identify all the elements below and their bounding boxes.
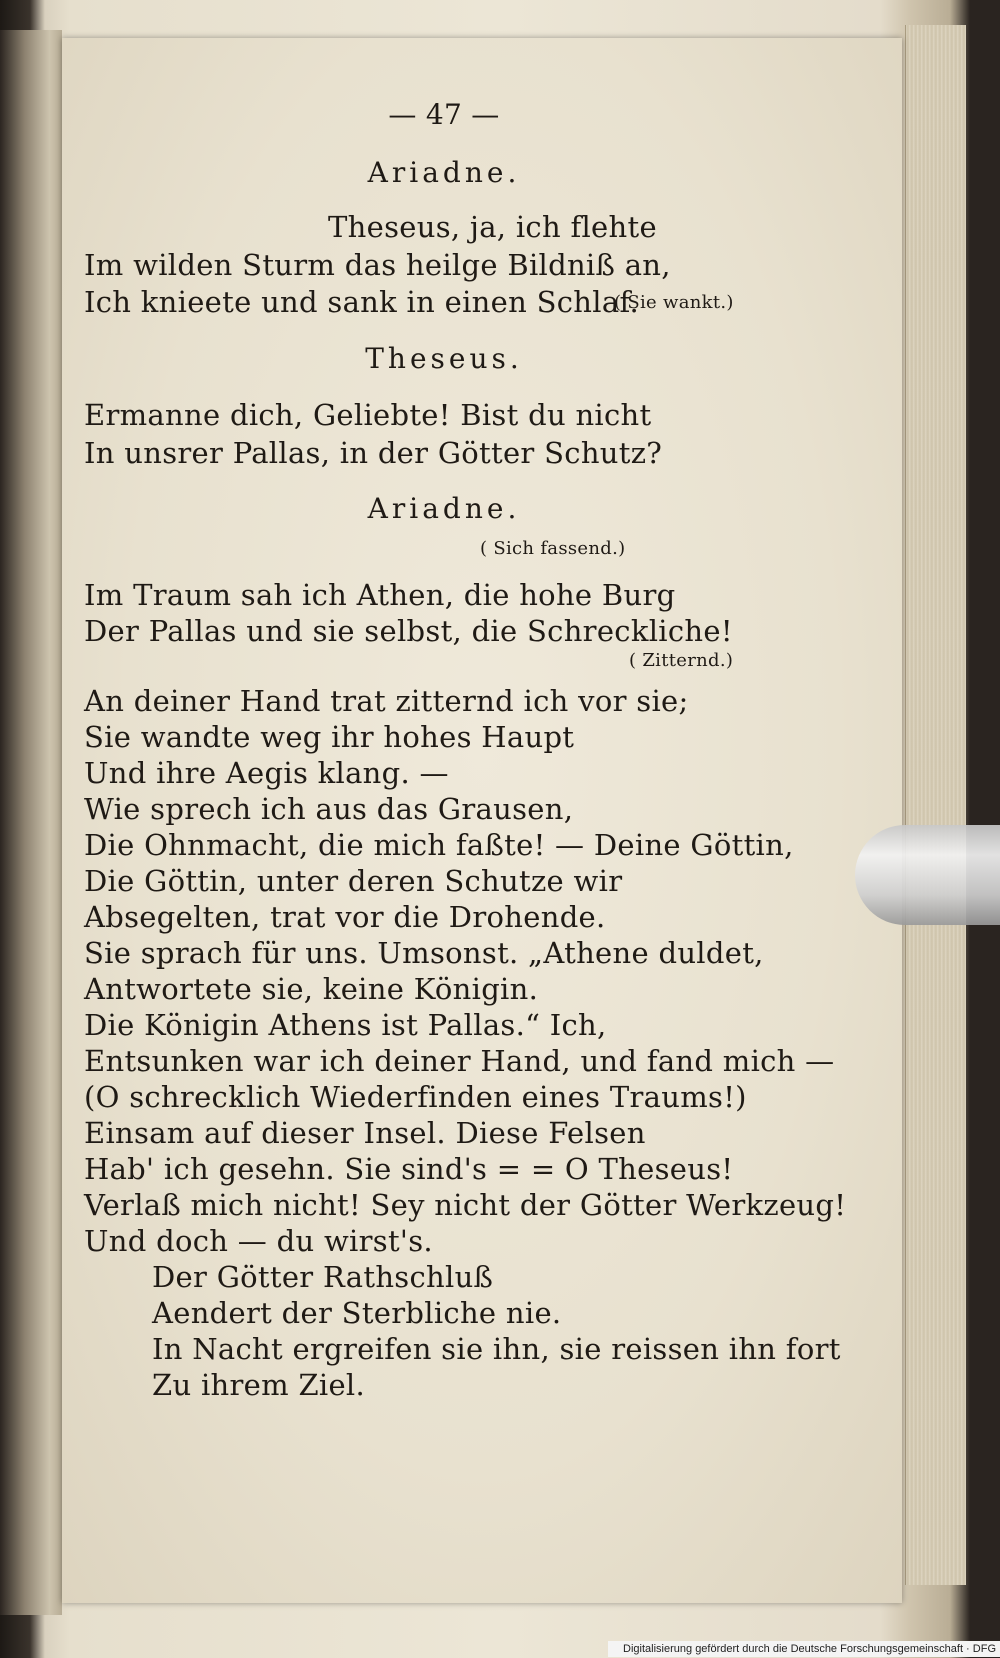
verse-line: Ermanne dich, Geliebte! Bist du nicht <box>84 398 652 432</box>
verse-line: Im Traum sah ich Athen, die hohe Burg <box>84 578 676 612</box>
verse-line: Im wilden Sturm das heilge Bildniß an, <box>84 248 671 282</box>
verse-line: In Nacht ergreifen sie ihn, sie reissen ihn fort <box>152 1332 841 1366</box>
verse-line: Antwortete sie, keine Königin. <box>84 972 539 1006</box>
speaker-theseus: Theseus. <box>365 342 523 375</box>
verse-line: Der Pallas und sie selbst, die Schreckliche! <box>84 614 733 648</box>
speaker-ariadne: Ariadne. <box>367 492 521 525</box>
page-number: — 47 — <box>388 98 500 131</box>
verse-line: Und ihre Aegis klang. — <box>84 756 449 790</box>
verse-line: Entsunken war ich deiner Hand, und fand mich — <box>84 1044 835 1078</box>
verse-line: Wie sprech ich aus das Grausen, <box>84 792 574 826</box>
verse-line: Die Ohnmacht, die mich faßte! — Deine Göttin, <box>84 828 794 862</box>
verse-line: (O schrecklich Wiederfinden eines Traums!) <box>84 1080 747 1114</box>
stage-direction: ( Sich fassend.) <box>480 538 626 559</box>
verse-line: Sie wandte weg ihr hohes Haupt <box>84 720 575 754</box>
funding-footer: Digitalisierung gefördert durch die Deutsche Forschungsgemeinschaft · DFG <box>608 1641 1000 1657</box>
left-page-fold <box>0 30 62 1615</box>
verse-line: Einsam auf dieser Insel. Diese Felsen <box>84 1116 646 1150</box>
verse-line: Die Göttin, unter deren Schutze wir <box>84 864 623 898</box>
stage-direction: ( Sie wankt.) <box>614 292 734 313</box>
verse-line: Zu ihrem Ziel. <box>152 1368 366 1402</box>
stage-direction: ( Zitternd.) <box>629 650 734 671</box>
verse-line: Theseus, ja, ich flehte <box>328 210 657 244</box>
verse-line: Der Götter Rathschluß <box>152 1260 494 1294</box>
verse-line: Und doch — du wirst's. <box>84 1224 433 1258</box>
verse-line: In unsrer Pallas, in der Götter Schutz? <box>84 436 663 470</box>
verse-line: Ich knieete und sank in einen Schlaf. <box>84 285 639 319</box>
page-clip <box>855 825 1000 925</box>
verse-line: Die Königin Athens ist Pallas.“ Ich, <box>84 1008 607 1042</box>
page-edge <box>905 25 966 1585</box>
verse-line: Aendert der Sterbliche nie. <box>152 1296 562 1330</box>
verse-line: Verlaß mich nicht! Sey nicht der Götter Werkzeug! <box>84 1188 847 1222</box>
speaker-ariadne: Ariadne. <box>367 156 521 189</box>
verse-line: Sie sprach für uns. Umsonst. „Athene duldet, <box>84 936 764 970</box>
verse-line: Absegelten, trat vor die Drohende. <box>84 900 606 934</box>
verse-line: An deiner Hand trat zitternd ich vor sie; <box>84 684 689 718</box>
verse-line: Hab' ich gesehn. Sie sind's = = O Theseus! <box>84 1152 734 1186</box>
